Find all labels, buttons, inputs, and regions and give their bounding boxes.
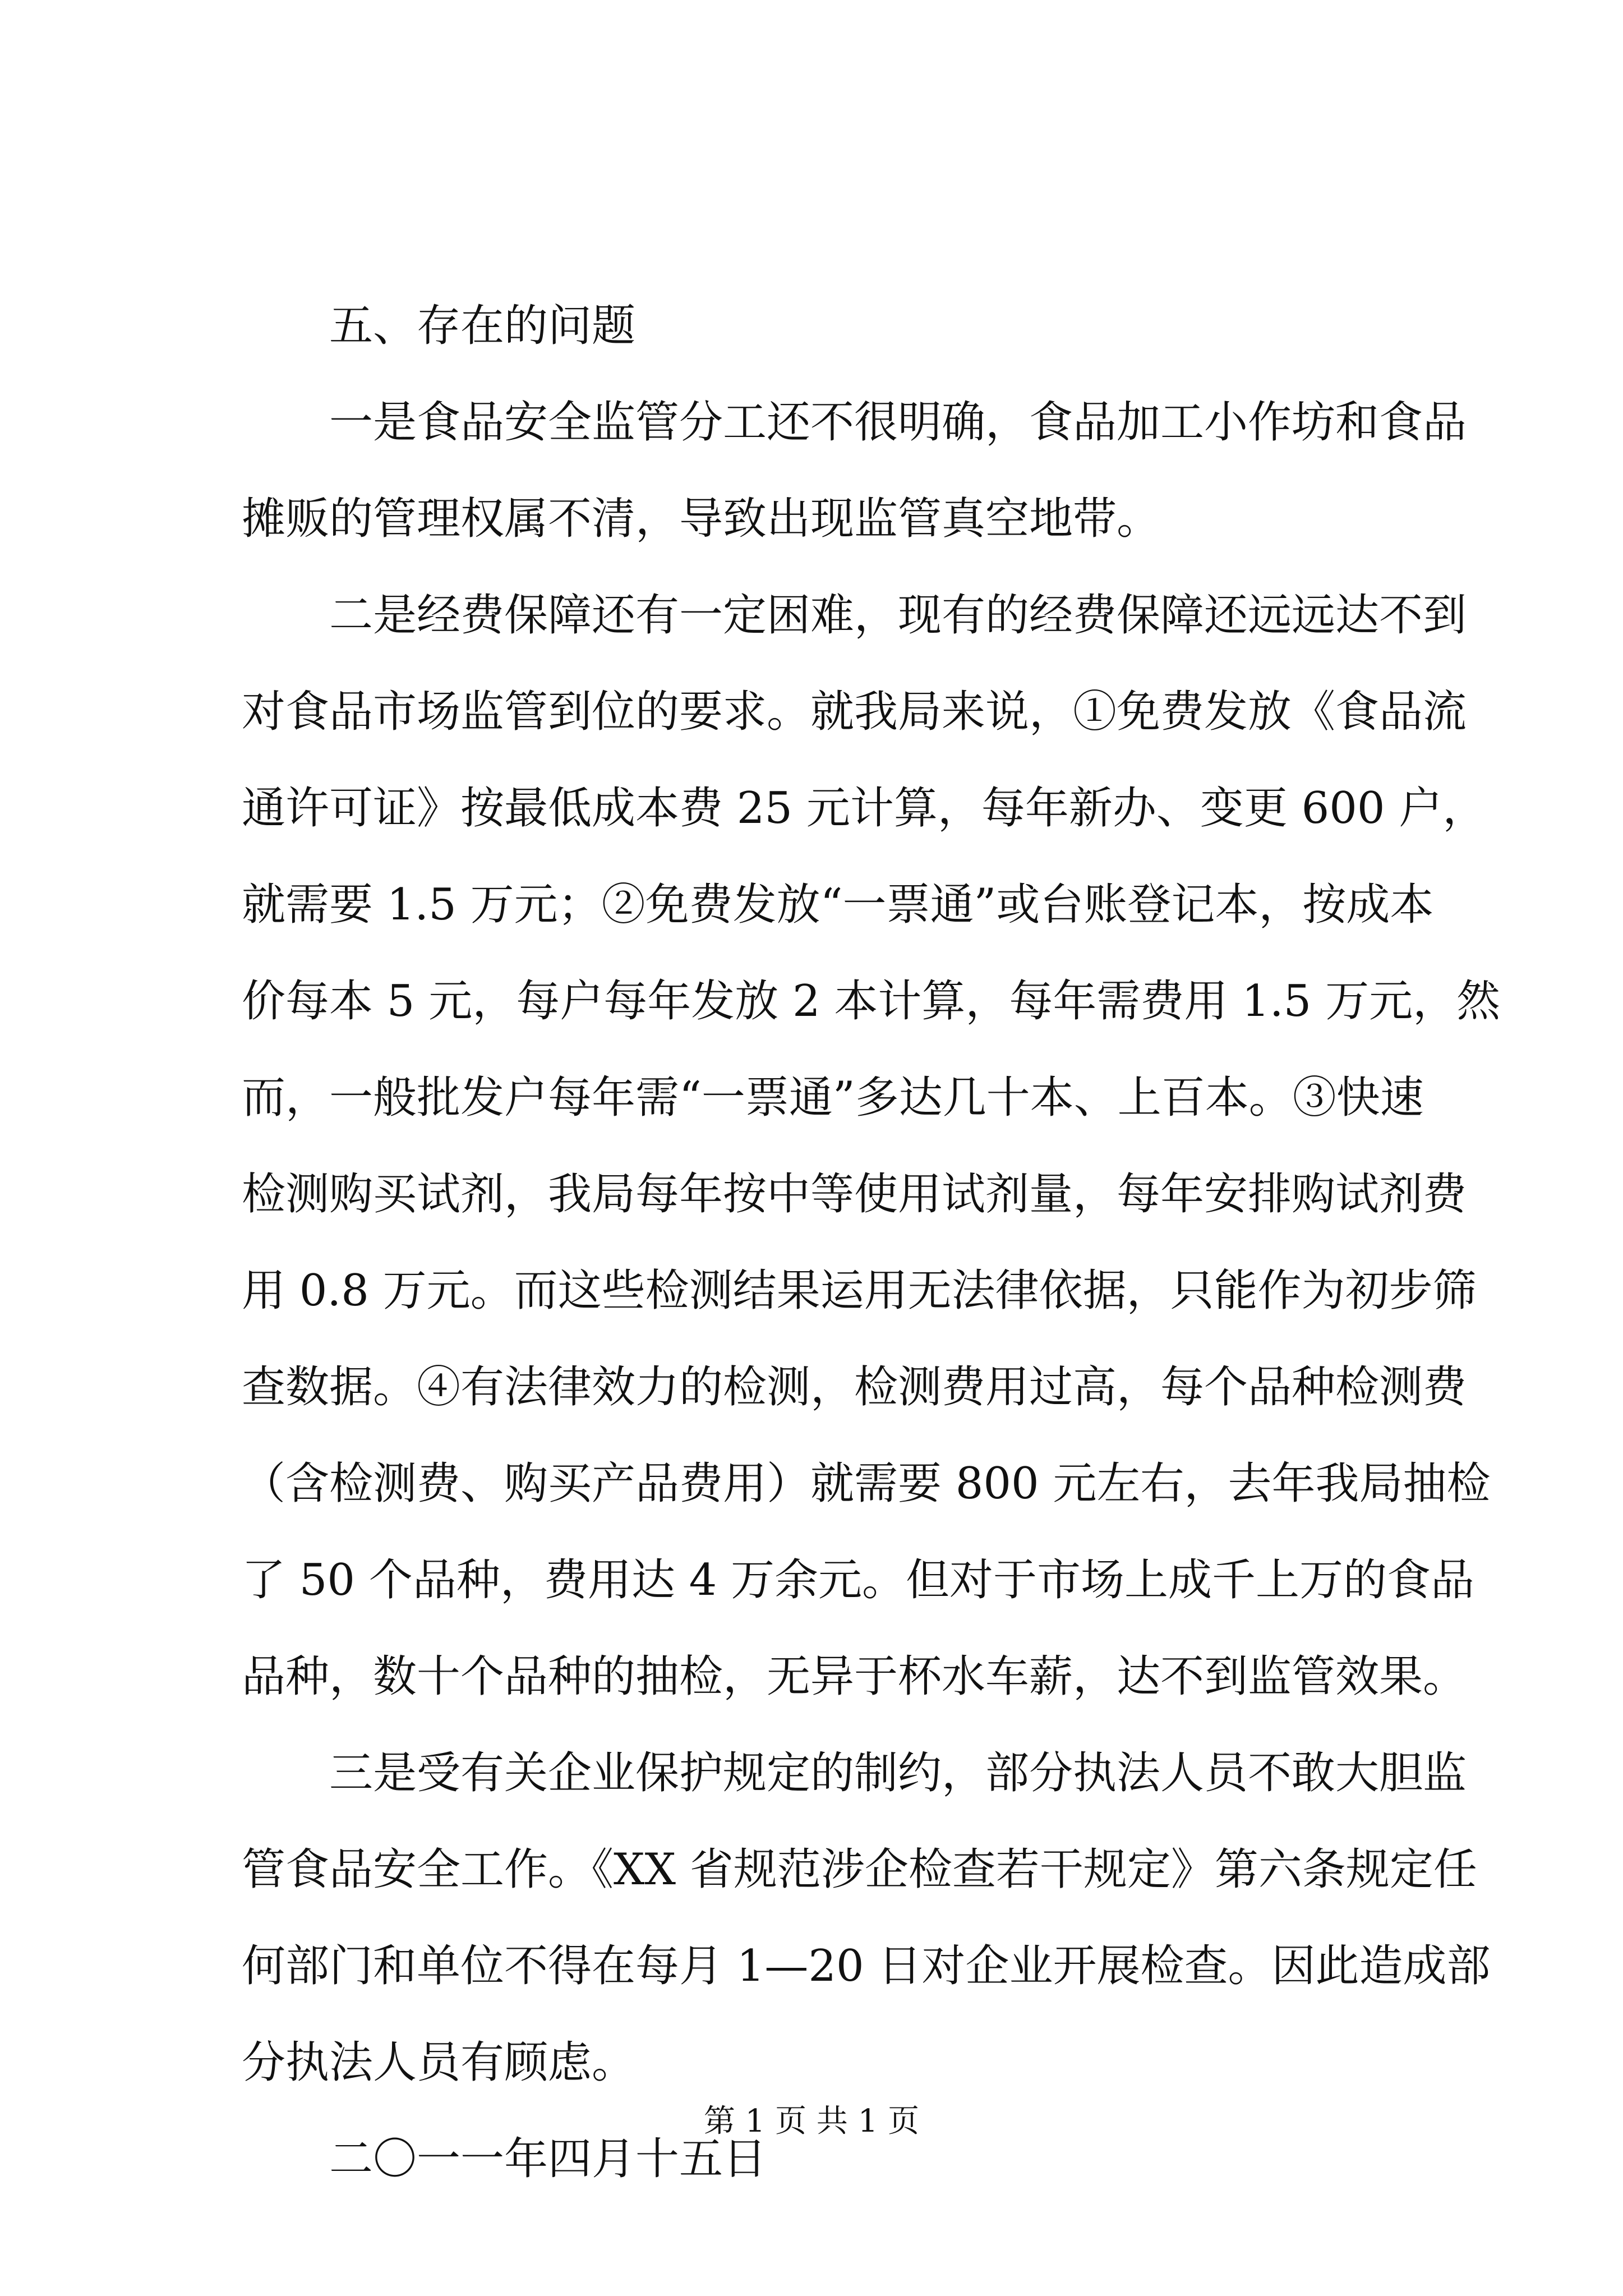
- document-body: [242, 301, 1501, 2233]
- paragraph-2-line-8: 用 0.8 万元。而这些检测结果运用无法律依据，只能作为初步筛: [242, 1266, 1477, 1316]
- paragraph-1-line-2: 摊贩的管理权属不清，导致出现监管真空地带。: [242, 494, 1161, 544]
- paragraph-3-line-1: 三是受有关企业保护规定的制约，部分执法人员不敢大胆监: [329, 1748, 1467, 1798]
- paragraph-2-line-2: 对食品市场监管到位的要求。就我局来说，①免费发放《食品流: [242, 687, 1467, 737]
- paragraph-2-line-10: （含检测费、购买产品费用）就需要 800 元左右，去年我局抽检: [242, 1458, 1491, 1509]
- paragraph-2-line-12: 品种，数十个品种的抽检，无异于杯水车薪，达不到监管效果。: [242, 1651, 1467, 1702]
- paragraph-2-line-11: 了 50 个品种，费用达 4 万余元。但对于市场上成千上万的食品: [242, 1555, 1475, 1605]
- paragraph-1-line-1: 一是食品安全监管分工还不很明确，食品加工小作坊和食品: [329, 397, 1467, 448]
- paragraph-2-line-6: 而，一般批发户每年需“一票通”多达几十本、上百本。③快速: [242, 1073, 1424, 1123]
- paragraph-3-line-3: 何部门和单位不得在每月 1—20 日对企业开展检查。因此造成部: [242, 1941, 1491, 1991]
- page-number-footer: 第 1 页 共 1 页: [703, 2103, 920, 2139]
- paragraph-3-line-2: 管食品安全工作。《XX 省规范涉企检查若干规定》第六条规定任: [242, 1844, 1477, 1895]
- paragraph-2-line-9: 查数据。④有法律效力的检测，检测费用过高，每个品种检测费: [242, 1362, 1467, 1412]
- paragraph-3-line-4: 分执法人员有顾虑。: [242, 2037, 636, 2088]
- document-date: 二〇一一年四月十五日: [329, 2134, 767, 2184]
- paragraph-2-line-5: 价每本 5 元，每户每年发放 2 本计算，每年需费用 1.5 万元，然: [242, 976, 1501, 1027]
- paragraph-2-line-1: 二是经费保障还有一定困难，现有的经费保障还远远达不到: [329, 590, 1467, 641]
- section-heading: 五、存在的问题: [329, 301, 636, 351]
- paragraph-2-line-4: 就需要 1.5 万元；②免费发放“一票通”或台账登记本，按成本: [242, 880, 1434, 930]
- paragraph-2-line-3: 通许可证》按最低成本费 25 元计算，每年新办、变更 600 户，: [242, 783, 1487, 834]
- paragraph-2-line-7: 检测购买试剂，我局每年按中等使用试剂量，每年安排购试剂费: [242, 1169, 1467, 1220]
